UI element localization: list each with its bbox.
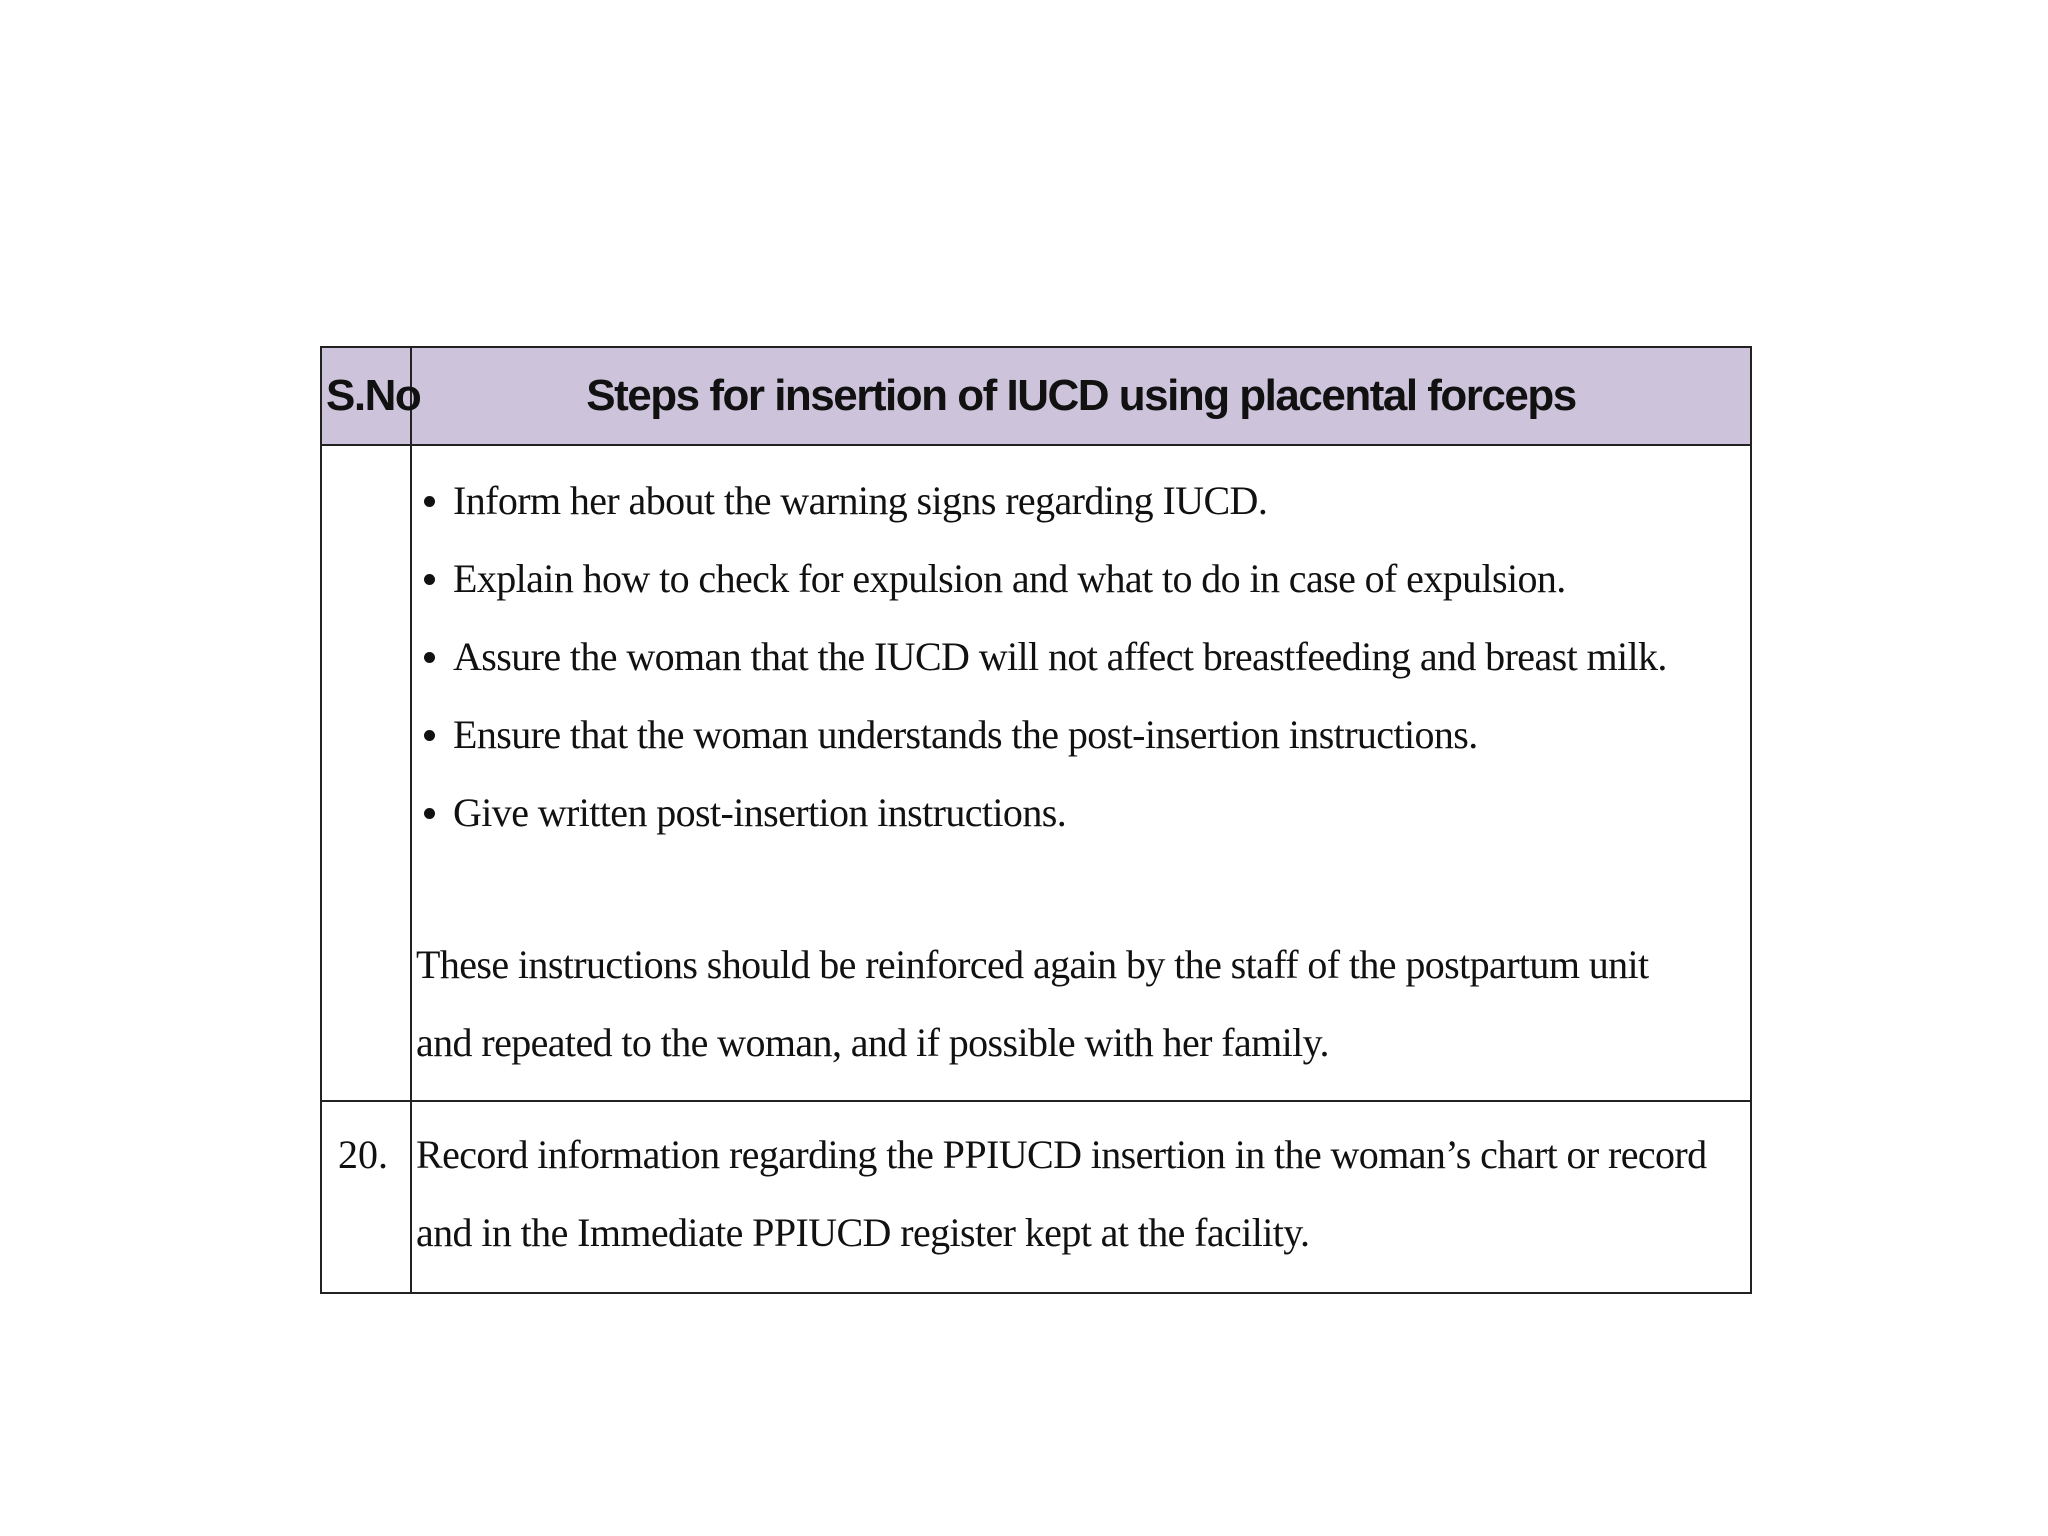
row-sno bbox=[321, 445, 411, 1101]
steps-table bbox=[320, 346, 1752, 1294]
row-steps bbox=[411, 1101, 1751, 1293]
row-steps bbox=[411, 445, 1751, 1101]
table-header-row bbox=[321, 347, 1751, 445]
bullet-icon bbox=[424, 652, 435, 663]
header-sno: S.No bbox=[321, 347, 411, 445]
list-item bbox=[424, 540, 1750, 618]
list-item-text: Inform her about the warning signs regarding IUCD. bbox=[453, 478, 1268, 523]
list-item bbox=[424, 774, 1750, 852]
list-item-text: Ensure that the woman understands the post-insertion instructions. bbox=[453, 712, 1478, 757]
table-row bbox=[321, 1101, 1751, 1293]
list-item-text: Give written post-insertion instructions. bbox=[453, 790, 1067, 835]
list-item bbox=[424, 618, 1750, 696]
bullet-icon bbox=[424, 574, 435, 585]
step-text: Record information regarding the PPIUCD insertion in the woman’s chart or record and in the Immediate PPIUCD register kept at the facility. bbox=[416, 1132, 1707, 1255]
table-row bbox=[321, 445, 1751, 1101]
list-item bbox=[424, 462, 1750, 540]
list-item-text: Assure the woman that the IUCD will not affect breastfeeding and breast milk. bbox=[453, 634, 1667, 679]
bullet-list bbox=[412, 446, 1750, 852]
instruction-note: These instructions should be reinforced again by the staff of the postpartum unit and repeated to the woman, and if possible with her family. bbox=[416, 942, 1649, 1065]
row-sno: 20. bbox=[321, 1101, 411, 1293]
list-item-text: Explain how to check for expulsion and what to do in case of expulsion. bbox=[453, 556, 1566, 601]
header-title: Steps for insertion of IUCD using placental forceps bbox=[411, 347, 1751, 445]
bullet-icon bbox=[424, 730, 435, 741]
list-item bbox=[424, 696, 1750, 774]
bullet-icon bbox=[424, 808, 435, 819]
bullet-icon bbox=[424, 496, 435, 507]
